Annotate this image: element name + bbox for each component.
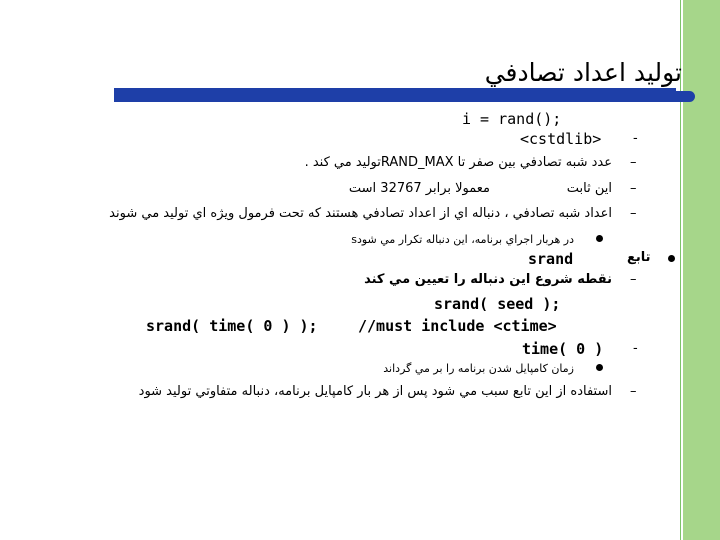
text-line-7: استفاده از اين تابع سبب مي شود پس از هر بار كامپايل برنامه، دنباله متفاوتي توليد شود	[138, 384, 612, 399]
text-line-3: اعداد شبه تصادفي ، دنباله اي از اعداد تصادفي هستند كه تحت فرمول ويژه اي توليد مي شوند	[109, 206, 612, 221]
code-cstdlib: <cstdlib>	[520, 130, 602, 148]
srand-heading-label: تابع	[627, 250, 651, 265]
title-rule	[114, 88, 676, 102]
text-line-5: نقطه شروع اين دنباله را تعيين مي كند	[364, 272, 612, 287]
list-dash: –	[630, 384, 637, 399]
text-line-2a: اين ثابت	[566, 181, 612, 196]
list-dash: -	[633, 131, 638, 146]
code-srand-time: srand( time( 0 ) );	[146, 317, 318, 335]
list-dash: –	[630, 206, 637, 221]
code-time0: time( 0 )	[522, 340, 604, 358]
list-dash: -	[633, 341, 638, 356]
list-dash: –	[630, 272, 637, 287]
code-srand-seed: srand( seed );	[434, 295, 561, 313]
bullet-dot	[668, 255, 675, 262]
code-srand-heading: srand	[528, 250, 574, 268]
bullet-dot	[596, 364, 603, 371]
code-rand: i = rand();	[462, 110, 562, 128]
text-line-4: در هربار اجراي برنامه، اين دنباله تكرار مي شودs	[351, 233, 574, 246]
text-line-1: عدد شبه تصادفي بين صفر تا RAND_MAXتوليد مي كند .	[304, 155, 612, 170]
code-include-comment: //must include <ctime>	[358, 317, 557, 335]
text-line-2b: معمولا برابر 32767 است	[348, 181, 490, 196]
slide-title: توليد اعداد تصادفي	[484, 58, 682, 87]
bullet-dot	[596, 235, 603, 242]
list-dash: –	[630, 181, 637, 196]
title-rule-cap	[668, 91, 695, 102]
list-dash: –	[630, 155, 637, 170]
decorative-green-band	[683, 0, 720, 540]
text-line-6: زمان كامپايل شدن برنامه را بر مي گرداند	[383, 362, 574, 375]
